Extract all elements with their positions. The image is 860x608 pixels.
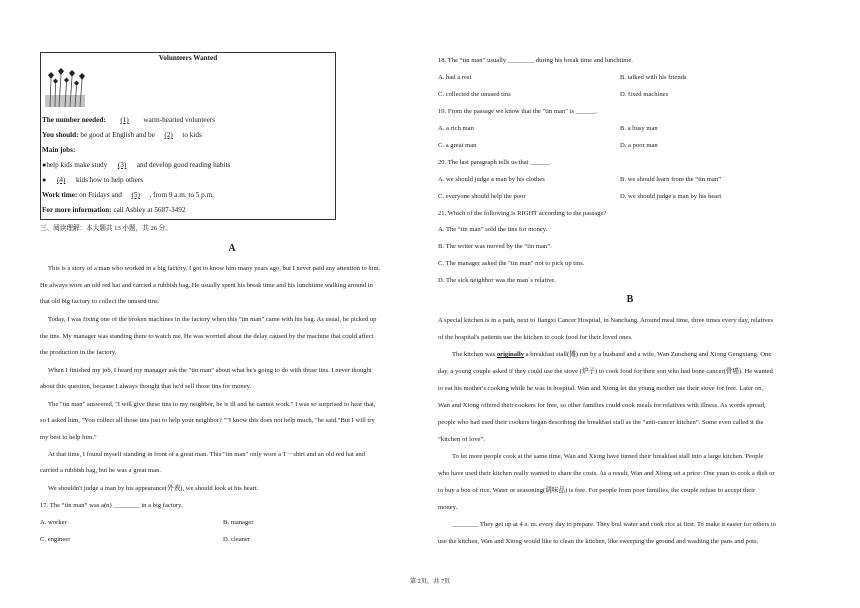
you-should-line: You should: be good at English and be (2) to kids [42, 131, 202, 139]
q17-option-c: C. engineer [40, 536, 71, 543]
notice-title: Volunteers Wanted [158, 54, 218, 62]
q19-option-a: A. a rich man [438, 125, 474, 132]
job-2-line: ● (4) kids how to help others [42, 176, 144, 184]
blank-4: (4) [56, 176, 66, 184]
question-20: 20. The last paragraph tells us that ______. [438, 159, 552, 166]
job-1-line: ●help kids make study (3) and develop good reading habits [42, 161, 231, 169]
passage-b-line: A special kitchen is in a path, next to Jiangxi Cancer Hospital, in Nanchang. Around meal time, three times every day, relatives [438, 317, 774, 324]
passage-a-line: that old big factory to collect the unused tins. [40, 298, 160, 305]
q17-option-b: B. manager [223, 519, 254, 526]
passage-b-heading: B [626, 294, 634, 305]
passage-a-line: about this question, because I always thought that he'd sell those tins for money. [40, 383, 252, 390]
q20-option-d: D. we should judge a man by his heart [620, 193, 722, 200]
volunteers-notice-box [40, 52, 336, 220]
passage-b-line: Wan and Xiong offered their cookers for free, so other families could cook meals for relatives with illness. As words spread, [438, 402, 766, 409]
blank-3: (3) [117, 161, 127, 169]
number-needed-line: The number needed: (1) warm-hearted volunteers [42, 116, 216, 124]
passage-b-line: of the hospital's patients use the kitchen to cook food for their loved ones. [438, 334, 633, 341]
passage-a-line: so I asked him, "You collect all those tins just to help your neighbor? ""I know this does not help much, "he said."But I will try [40, 417, 375, 424]
blank-5: (5) [131, 191, 140, 199]
passage-b-line: To let more people cook at the same time, Wan and Xiong have turned their breakfast stall into a large kitchen. People [452, 453, 764, 460]
q20-option-b: B. we should learn from the “tin man” [620, 176, 722, 183]
q20-option-c: C. everyone should help the poor [438, 193, 526, 200]
q18-option-c: C. collected the unused tins [438, 91, 511, 98]
passage-a-line: carried a rubbish bag, but he was a great man. [40, 467, 162, 474]
passage-b-line: who have used their kitchen really wanted to share the costs. As a result, Wan and Xiong set a price: One yuan to cook a dish or [438, 470, 775, 477]
q18-option-d: D. fixed machines [620, 91, 669, 98]
q21-option-c: C. The manager asked the "tin man" not to pick up tins. [438, 260, 585, 267]
passage-b-line: day, a young couple asked if they could use the stove (炉子) to cook food for their son who had bone cancer(骨癌). He wanted [438, 368, 773, 375]
passage-b-line: The kitchen was originally a breakfast stall(摊) run by a husband and a wife, Wan Zuocheng and Xiong Gengxiang. One [452, 351, 772, 358]
passage-a-heading: A [228, 243, 236, 254]
passage-b-line: “kitchen of love”. [438, 436, 486, 443]
passage-b-line: money. [438, 504, 458, 511]
passage-a-line: the tins. My manager was standing there to watch me. He was worried about the delay caused by the machine that could affect [40, 333, 374, 340]
q19-option-c: C. a great man [438, 142, 477, 149]
passage-a-line: The "tin man" answered, "I will give these tins to my neighbor, he is ill and he cannot work." I was so surprised to hear that, [48, 401, 376, 408]
q20-option-a: A. we should judge a man by his clothes [438, 176, 545, 183]
passage-a-line: He always wore an old red hat and carried a rubbish bag. He usually spent his break time and his lunchtime walking around in [40, 282, 373, 289]
blank-2: (2) [164, 131, 173, 139]
question-19: 19. From the passage we know that the "tin man" is ______. [438, 108, 598, 115]
q21-option-d: D. The sick neighbor was the man`s relative. [438, 277, 556, 284]
q18-option-a: A. had a rest [438, 74, 472, 81]
passage-b-line: to buy a box of rice. Water or seasoning(调味品) is free. For people from poor families, the couple refuse to accept their [438, 487, 756, 494]
passage-a-line: the production in the factory. [40, 349, 117, 356]
q19-option-d: D. a poor man [620, 142, 658, 149]
flowers-image [42, 67, 88, 111]
q19-option-b: B. a busy man [620, 125, 658, 132]
passage-b-line: to eat his mother's cooking while he was in hospital. Wan and Xiong let the young mother use their stove for free. Later on, [438, 385, 764, 392]
passage-b-line: ________ They get up at 4 a. m. every day to prepare. They boil water and cook rice at first. To make it easier for others to [452, 521, 776, 528]
passage-a-line: At that time, I found myself standing in front of a great man. This "tin man" only wore a T－shirt and an old red hat and [48, 451, 365, 458]
q18-option-b: B. talked with his friends [620, 74, 687, 81]
q21-option-b: B. The writer was moved by the “tin man”. [438, 243, 552, 250]
q17-option-a: A. worker [40, 519, 67, 526]
passage-a-line: We shouldn't judge a man by his appearance(外表), we should look at his heart. [48, 485, 259, 492]
underlined-word-originally: originally [496, 351, 524, 358]
passage-a-line: my best to help him." [40, 434, 97, 441]
work-time-line: Work time: on Fridays and (5) , from 9 a.m. to 5 p.m. [42, 191, 214, 199]
passage-a-line: When I finished my job, I heard my manager ask the "tin man" about what he's going to do with those tins. I never thought [48, 367, 372, 374]
section-three-heading: 三、阅读理解：本大题共 13 小题，共 26 分。 [40, 225, 172, 232]
q21-option-a: A. The “tin man” sold the tins for money. [438, 226, 548, 233]
passage-b-line: people who had used their cookers began describing the breakfast stall as the “anti-cancer kitchen”. Some even called it the [438, 419, 764, 426]
passage-a-line: This is a story of a man who worked in a big factory. I got to know him many years ago, but I never paid any attention to him. [48, 265, 381, 272]
passage-b-line: use the kitchen, Wan and Xiong would like to clean the kitchen, like sweeping the ground and washing the pans and pots. [438, 538, 759, 545]
blank-1: (1) [120, 116, 129, 124]
page-footer: 第 2页，共 7页 [409, 578, 451, 585]
question-17: 17. The “tin man” was a(n) ________ in a big factory. [40, 502, 183, 509]
q17-option-d: D. cleaner [223, 536, 251, 543]
passage-a-line: Today, I was fixing one of the broken machines in the factory when this "tin man" came with his bag. As usual, he picked up [48, 316, 377, 323]
question-21: 21. Which of the following is RIGHT according to the passage? [438, 210, 607, 217]
main-jobs-label: Main jobs: [42, 146, 76, 154]
question-18: 18. The “tin man” usually ________ during his break time and lunchtime. [438, 57, 633, 64]
more-info-line: For more information: call Ashley at 5687-3492 [42, 206, 186, 214]
